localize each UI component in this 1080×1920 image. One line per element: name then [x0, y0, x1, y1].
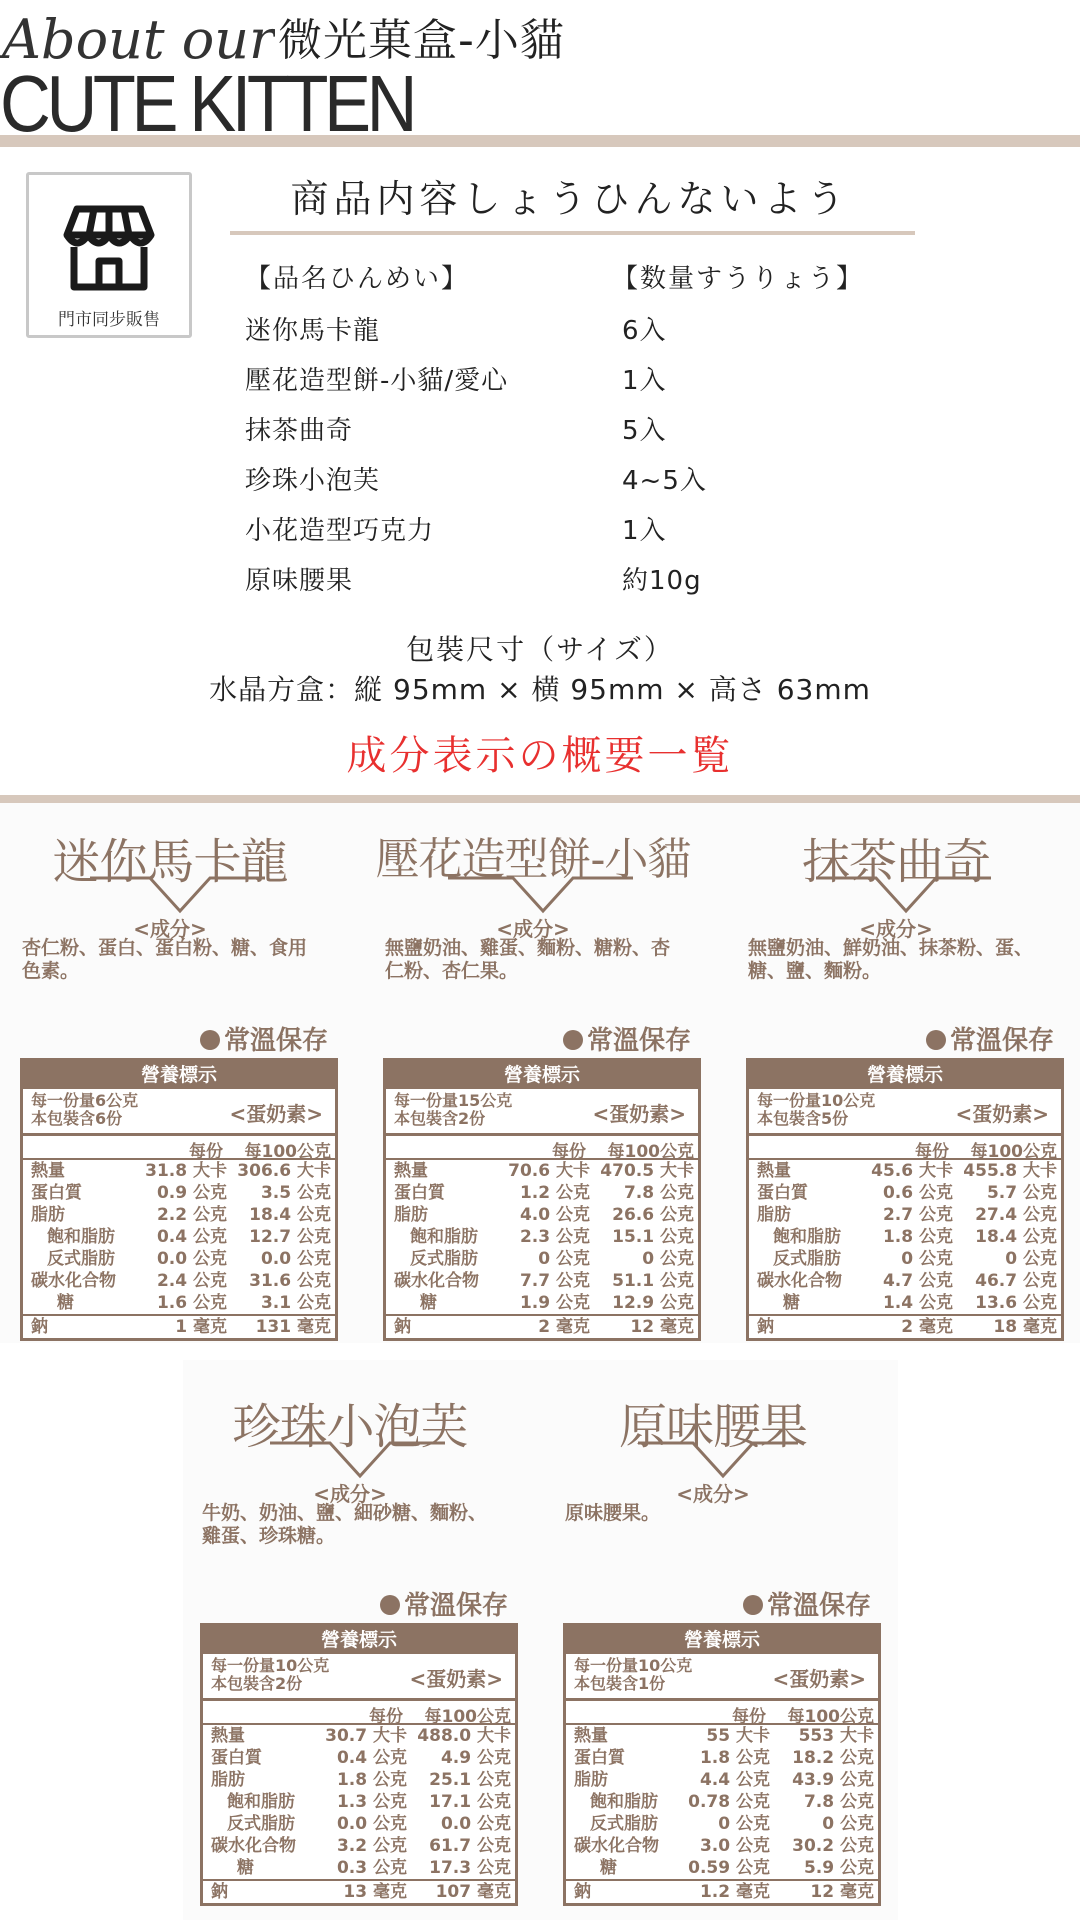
storage-label: 常溫保存: [223, 1026, 328, 1056]
serving-size: 每一份量15公克: [394, 1091, 513, 1110]
per-serving-value: 4.4 公克: [699, 1770, 770, 1790]
serving-size: 每一份量10公克: [574, 1656, 693, 1675]
package-size-detail: 水晶方盒：縦 95mm × 横 95mm × 高さ 63mm: [209, 673, 871, 706]
column-header-name: 【品名ひんめい】: [245, 264, 470, 294]
per-100g-value: 5.7 公克: [986, 1183, 1057, 1203]
product-name: 珍珠小泡芙: [232, 1399, 468, 1455]
nutrient-label: 蛋白質: [574, 1748, 625, 1768]
product-card: [726, 803, 1066, 1343]
nutrient-label: 熱量: [211, 1726, 245, 1746]
per-serving-value: 3.0 公克: [699, 1836, 770, 1856]
table-row: [203, 1747, 515, 1769]
per-100g-value: 12.7 公克: [249, 1227, 331, 1247]
table-row: [203, 1813, 515, 1835]
servings-per-pack: 本包裝含2份: [394, 1109, 486, 1128]
table-row: [386, 1182, 698, 1204]
nutrient-label: 反式脂肪: [410, 1249, 478, 1269]
per-100g-value: 18.4 公克: [975, 1227, 1057, 1247]
servings-per-pack: 本包裝含2份: [211, 1674, 303, 1693]
per-serving-value: 4.0 公克: [519, 1205, 590, 1225]
nutrient-label: 熱量: [394, 1161, 428, 1181]
nutrient-label: 碳水化合物: [31, 1271, 116, 1291]
item-qty: 4~5入: [622, 466, 707, 496]
per-100g-header: 每100公克: [787, 1707, 874, 1727]
ingredients-text: 牛奶、奶油、鹽、細砂糖、麵粉、雞蛋、珍珠糖。: [202, 1502, 488, 1547]
item-qty: 6入: [622, 316, 667, 346]
table-row: [23, 1226, 335, 1248]
list-item: [245, 310, 945, 360]
nutrient-label: 飽和脂肪: [590, 1792, 658, 1812]
serving-info: [203, 1654, 515, 1701]
product-card: [363, 803, 703, 1343]
cute-kitten-heading: CUTE KITTEN: [0, 59, 414, 148]
item-name: 原味腰果: [245, 566, 354, 596]
nutrient-label: 飽和脂肪: [47, 1227, 115, 1247]
item-name: 珍珠小泡芙: [245, 466, 381, 496]
item-name: 壓花造型餅-小貓/愛心: [245, 366, 509, 396]
per-serving-value: 1.8 公克: [699, 1748, 770, 1768]
per-100g-value: 18.4 公克: [249, 1205, 331, 1225]
table-row: [566, 1769, 878, 1791]
nutrition-table-header: [749, 1136, 1061, 1160]
nutrition-table-title: 營養標示: [749, 1061, 1061, 1089]
table-row: [566, 1879, 878, 1903]
per-100g-value: 0 公克: [642, 1249, 694, 1269]
diet-label: <蛋奶素>: [772, 1667, 866, 1691]
table-row: [23, 1182, 335, 1204]
per-serving-value: 0 公克: [901, 1249, 953, 1269]
per-serving-value: 2.3 公克: [519, 1227, 590, 1247]
per-100g-value: 470.5 大卡: [600, 1161, 694, 1181]
per-serving-value: 0.78 公克: [688, 1792, 770, 1812]
nutrient-label: 飽和脂肪: [227, 1792, 295, 1812]
nutrient-label: 碳水化合物: [394, 1271, 479, 1291]
per-serving-value: 0 公克: [538, 1249, 590, 1269]
per-serving-value: 0.3 公克: [336, 1858, 407, 1878]
per-serving-value: 0.0 公克: [156, 1249, 227, 1269]
package-size-title: 包裝尺寸（サイズ）: [406, 633, 674, 666]
table-row: [23, 1270, 335, 1292]
ingredients-label: <成分>: [133, 917, 207, 941]
nutrition-table-title: 營養標示: [386, 1061, 698, 1089]
table-row: [749, 1182, 1061, 1204]
per-100g-value: 7.8 公克: [623, 1183, 694, 1203]
table-row: [23, 1204, 335, 1226]
nutrition-table: [563, 1623, 881, 1906]
nutrient-label: 反式脂肪: [227, 1814, 295, 1834]
per-100g-value: 12 毫克: [810, 1882, 874, 1902]
list-item: [245, 410, 945, 460]
svg-text:About our: About our: [2, 8, 275, 68]
table-row: [566, 1725, 878, 1747]
serving-size: 每一份量6公克: [31, 1091, 139, 1110]
table-row: [203, 1725, 515, 1747]
per-serving-header: 每份: [732, 1707, 766, 1727]
table-row: [749, 1314, 1061, 1338]
ingredients-text: 無鹽奶油、雞蛋、麵粉、糖粉、杏仁粉、杏仁果。: [385, 937, 671, 982]
nutrient-label: 碳水化合物: [211, 1836, 296, 1856]
serving-info: [749, 1089, 1061, 1136]
table-row: [566, 1857, 878, 1879]
column-header-quantity: 【数量すうりょう】: [612, 264, 865, 294]
per-serving-value: 1.4 公克: [882, 1293, 953, 1313]
storage-label: 常溫保存: [403, 1591, 508, 1621]
table-row: [203, 1791, 515, 1813]
nutrition-table-header: [566, 1701, 878, 1725]
nutrition-table: [20, 1058, 338, 1341]
per-serving-value: 0 公克: [718, 1814, 770, 1834]
contents-title: 商品内容しょうひんないよう: [290, 177, 850, 221]
per-100g-value: 3.1 公克: [260, 1293, 331, 1313]
nutrient-label: 碳水化合物: [757, 1271, 842, 1291]
ingredients-label: <成分>: [859, 917, 933, 941]
nutrient-label: 飽和脂肪: [773, 1227, 841, 1247]
per-serving-value: 0.4 公克: [336, 1748, 407, 1768]
ingredients-label: <成分>: [676, 1482, 750, 1506]
product-name: 原味腰果: [618, 1399, 807, 1455]
ingredients-label: <成分>: [313, 1482, 387, 1506]
per-serving-value: 0.9 公克: [156, 1183, 227, 1203]
table-row: [749, 1160, 1061, 1182]
per-serving-value: 1.3 公克: [336, 1792, 407, 1812]
table-row: [566, 1791, 878, 1813]
per-100g-value: 17.1 公克: [429, 1792, 511, 1812]
table-row: [566, 1747, 878, 1769]
per-100g-value: 0 公克: [1005, 1249, 1057, 1269]
nutrient-label: 熱量: [574, 1726, 608, 1746]
per-100g-value: 12 毫克: [630, 1317, 694, 1337]
item-name: 小花造型巧克力: [245, 516, 435, 546]
nutrition-table-header: [203, 1701, 515, 1725]
nutrient-label: 糖: [57, 1293, 74, 1313]
table-row: [203, 1835, 515, 1857]
per-serving-value: 31.8 大卡: [145, 1161, 227, 1181]
servings-per-pack: 本包裝含1份: [574, 1674, 666, 1693]
per-100g-value: 61.7 公克: [429, 1836, 511, 1856]
nutrient-label: 鈉: [757, 1317, 774, 1337]
per-100g-value: 17.3 公克: [429, 1858, 511, 1878]
table-row: [23, 1314, 335, 1338]
product-card: [0, 803, 340, 1343]
nutrient-label: 糖: [600, 1858, 617, 1878]
nutrient-label: 反式脂肪: [47, 1249, 115, 1269]
nutrient-label: 脂肪: [574, 1770, 608, 1790]
serving-info: [386, 1089, 698, 1136]
storage-note: [743, 1585, 871, 1622]
nutrition-table: [746, 1058, 1064, 1341]
bullet-dot-icon: [743, 1595, 763, 1615]
per-100g-value: 0 公克: [822, 1814, 874, 1834]
storage-label: 常溫保存: [949, 1026, 1054, 1056]
table-row: [749, 1226, 1061, 1248]
section-band: [0, 795, 1080, 803]
storage-note: [563, 1020, 691, 1057]
per-100g-value: 25.1 公克: [429, 1770, 511, 1790]
table-row: [203, 1879, 515, 1903]
per-100g-value: 43.9 公克: [792, 1770, 874, 1790]
per-serving-value: 13 毫克: [343, 1882, 407, 1902]
nutrient-label: 脂肪: [211, 1770, 245, 1790]
per-100g-value: 306.6 大卡: [237, 1161, 331, 1181]
per-serving-value: 2.4 公克: [156, 1271, 227, 1291]
nutrient-label: 糖: [237, 1858, 254, 1878]
per-serving-value: 2 毫克: [538, 1317, 590, 1337]
per-serving-value: 1.8 公克: [882, 1227, 953, 1247]
nutrition-table-title: 營養標示: [203, 1626, 515, 1654]
servings-per-pack: 本包裝含5份: [757, 1109, 849, 1128]
storefront-icon: [59, 195, 159, 295]
table-row: [749, 1248, 1061, 1270]
per-serving-value: 2 毫克: [901, 1317, 953, 1337]
servings-per-pack: 本包裝含6份: [31, 1109, 123, 1128]
per-100g-value: 107 毫克: [435, 1882, 511, 1902]
storage-note: [200, 1020, 328, 1057]
per-serving-value: 45.6 大卡: [871, 1161, 953, 1181]
per-100g-value: 4.9 公克: [440, 1748, 511, 1768]
nutrient-label: 熱量: [31, 1161, 65, 1181]
nutrient-label: 鈉: [31, 1317, 48, 1337]
ingredients-overview-title: 成分表示の概要一覧: [346, 733, 734, 779]
bullet-dot-icon: [380, 1595, 400, 1615]
ingredients-label: <成分>: [496, 917, 570, 941]
per-100g-header: 每100公克: [607, 1142, 694, 1162]
per-serving-value: 70.6 大卡: [508, 1161, 590, 1181]
per-100g-value: 0.0 公克: [260, 1249, 331, 1269]
per-100g-header: 每100公克: [970, 1142, 1057, 1162]
nutrient-label: 鈉: [394, 1317, 411, 1337]
per-serving-value: 55 大卡: [706, 1726, 770, 1746]
per-100g-value: 3.5 公克: [260, 1183, 331, 1203]
nutrient-label: 糖: [783, 1293, 800, 1313]
diet-label: <蛋奶素>: [409, 1667, 503, 1691]
ingredients-text: 無鹽奶油、鮮奶油、抹茶粉、蛋、糖、鹽、麵粉。: [748, 937, 1034, 982]
nutrition-table-title: 營養標示: [23, 1061, 335, 1089]
nutrient-label: 蛋白質: [757, 1183, 808, 1203]
bullet-dot-icon: [563, 1030, 583, 1050]
nutrition-table-header: [23, 1136, 335, 1160]
per-serving-value: 1 毫克: [175, 1317, 227, 1337]
diet-label: <蛋奶素>: [229, 1102, 323, 1126]
item-name: 抹茶曲奇: [245, 416, 354, 446]
table-row: [386, 1204, 698, 1226]
list-item: [245, 560, 945, 610]
nutrient-label: 鈉: [574, 1882, 591, 1902]
nutrient-label: 反式脂肪: [590, 1814, 658, 1834]
table-row: [386, 1226, 698, 1248]
table-row: [203, 1857, 515, 1879]
per-serving-value: 1.2 公克: [519, 1183, 590, 1203]
nutrition-table: [200, 1623, 518, 1906]
per-100g-value: 7.8 公克: [803, 1792, 874, 1812]
table-row: [566, 1813, 878, 1835]
nutrition-table-header: [386, 1136, 698, 1160]
per-serving-value: 1.2 毫克: [699, 1882, 770, 1902]
product-card: [180, 1368, 520, 1908]
per-serving-value: 2.7 公克: [882, 1205, 953, 1225]
storage-label: 常溫保存: [586, 1026, 691, 1056]
serving-size: 每一份量10公克: [211, 1656, 330, 1675]
store-badge: [26, 172, 192, 338]
per-serving-value: 0.4 公克: [156, 1227, 227, 1247]
table-row: [203, 1769, 515, 1791]
bullet-dot-icon: [200, 1030, 220, 1050]
per-serving-value: 4.7 公克: [882, 1271, 953, 1291]
nutrient-label: 蛋白質: [31, 1183, 82, 1203]
store-badge-label: 門市同步販售: [58, 310, 160, 330]
per-100g-value: 27.4 公克: [975, 1205, 1057, 1225]
per-100g-value: 26.6 公克: [612, 1205, 694, 1225]
nutrient-label: 反式脂肪: [773, 1249, 841, 1269]
item-qty: 約10g: [622, 566, 702, 596]
table-row: [386, 1292, 698, 1314]
ingredients-text: 杏仁粉、蛋白、蛋白粉、糖、食用色素。: [22, 937, 308, 982]
product-card: [543, 1368, 883, 1908]
nutrient-label: 蛋白質: [394, 1183, 445, 1203]
list-item: [245, 460, 945, 510]
item-qty: 1入: [622, 516, 667, 546]
per-serving-header: 每份: [552, 1142, 586, 1162]
table-row: [749, 1204, 1061, 1226]
product-name: 抹茶曲奇: [801, 834, 990, 890]
per-100g-value: 31.6 公克: [249, 1271, 331, 1291]
ingredients-text: 原味腰果。: [565, 1502, 661, 1524]
storage-note: [926, 1020, 1054, 1057]
per-100g-value: 18.2 公克: [792, 1748, 874, 1768]
per-100g-value: 30.2 公克: [792, 1836, 874, 1856]
table-row: [386, 1248, 698, 1270]
per-serving-header: 每份: [189, 1142, 223, 1162]
nutrient-label: 脂肪: [757, 1205, 791, 1225]
per-serving-value: 0.6 公克: [882, 1183, 953, 1203]
per-serving-value: 1.8 公克: [336, 1770, 407, 1790]
nutrient-label: 碳水化合物: [574, 1836, 659, 1856]
table-row: [386, 1160, 698, 1182]
page-title: 微光菓盒-小貓: [278, 15, 565, 66]
per-100g-value: 0.0 公克: [440, 1814, 511, 1834]
table-row: [23, 1248, 335, 1270]
per-serving-header: 每份: [369, 1707, 403, 1727]
per-100g-header: 每100公克: [244, 1142, 331, 1162]
table-row: [749, 1292, 1061, 1314]
per-serving-value: 0.59 公克: [688, 1858, 770, 1878]
storage-note: [380, 1585, 508, 1622]
item-name: 迷你馬卡龍: [245, 316, 381, 346]
per-100g-value: 18 毫克: [993, 1317, 1057, 1337]
per-100g-value: 51.1 公克: [612, 1271, 694, 1291]
nutrition-table: [383, 1058, 701, 1341]
table-row: [386, 1270, 698, 1292]
per-100g-header: 每100公克: [424, 1707, 511, 1727]
per-serving-value: 1.9 公克: [519, 1293, 590, 1313]
table-row: [566, 1835, 878, 1857]
nutrient-label: 鈉: [211, 1882, 228, 1902]
table-row: [749, 1270, 1061, 1292]
per-serving-value: 0.0 公克: [336, 1814, 407, 1834]
per-100g-value: 5.9 公克: [803, 1858, 874, 1878]
nutrient-label: 糖: [420, 1293, 437, 1313]
per-serving-value: 1.6 公克: [156, 1293, 227, 1313]
table-row: [23, 1292, 335, 1314]
diet-label: <蛋奶素>: [592, 1102, 686, 1126]
per-100g-value: 553 大卡: [798, 1726, 874, 1746]
list-item: [245, 510, 945, 560]
per-100g-value: 488.0 大卡: [417, 1726, 511, 1746]
item-qty: 1入: [622, 366, 667, 396]
per-serving-value: 2.2 公克: [156, 1205, 227, 1225]
item-qty: 5入: [622, 416, 667, 446]
per-serving-value: 30.7 大卡: [325, 1726, 407, 1746]
per-serving-value: 7.7 公克: [519, 1271, 590, 1291]
bullet-dot-icon: [926, 1030, 946, 1050]
per-100g-value: 455.8 大卡: [963, 1161, 1057, 1181]
serving-size: 每一份量10公克: [757, 1091, 876, 1110]
nutrient-label: 脂肪: [394, 1205, 428, 1225]
nutrient-label: 蛋白質: [211, 1748, 262, 1768]
nutrient-label: 熱量: [757, 1161, 791, 1181]
per-100g-value: 15.1 公克: [612, 1227, 694, 1247]
per-100g-value: 131 毫克: [255, 1317, 331, 1337]
per-100g-value: 13.6 公克: [975, 1293, 1057, 1313]
nutrient-label: 脂肪: [31, 1205, 65, 1225]
serving-info: [566, 1654, 878, 1701]
contents-divider: [230, 231, 915, 235]
table-row: [386, 1314, 698, 1338]
per-100g-value: 46.7 公克: [975, 1271, 1057, 1291]
product-name: 迷你馬卡龍: [52, 834, 288, 890]
diet-label: <蛋奶素>: [955, 1102, 1049, 1126]
per-serving-header: 每份: [915, 1142, 949, 1162]
list-item: [245, 360, 945, 410]
storage-label: 常溫保存: [766, 1591, 871, 1621]
nutrient-label: 飽和脂肪: [410, 1227, 478, 1247]
per-100g-value: 12.9 公克: [612, 1293, 694, 1313]
per-serving-value: 3.2 公克: [336, 1836, 407, 1856]
nutrition-table-title: 營養標示: [566, 1626, 878, 1654]
product-name: 壓花造型餅-小貓: [375, 834, 691, 885]
serving-info: [23, 1089, 335, 1136]
table-row: [23, 1160, 335, 1182]
